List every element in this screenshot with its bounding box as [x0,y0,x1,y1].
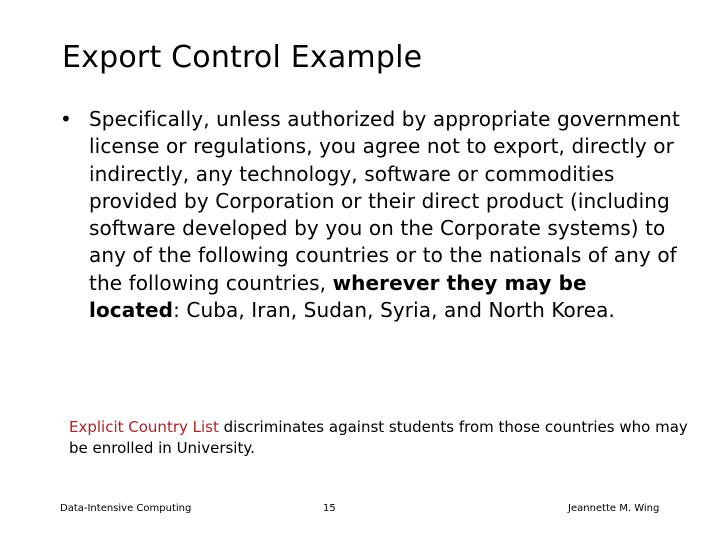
note-highlight: Explicit Country List [69,418,219,436]
slide-title: Export Control Example [62,40,423,75]
footer-course: Data-Intensive Computing [60,503,192,514]
bullet-text-emphasis: wherever they may be located [89,270,587,323]
footer-page-number: 15 [323,503,336,514]
note-rest: discriminates against students from those countries who may be enrolled in University. [69,418,688,457]
bullet-text-main: Specifically, unless authorized by appropriate government license or regulations, you agree not to export, directly or indirectly, any technology, software or commodities provided by Corporation or their direct product (including software developed by you on the Corporate systems) to any of the following countries or to the nationals of any of the following countries, [89,107,680,295]
note [69,417,689,459]
bullet-item [60,106,680,324]
bullet-text-tail: : Cuba, Iran, Sudan, Syria, and North Korea. [173,298,615,323]
footer-author: Jeannette M. Wing [568,503,660,514]
bullet-text [89,106,680,324]
bullet-marker: • [60,107,72,131]
